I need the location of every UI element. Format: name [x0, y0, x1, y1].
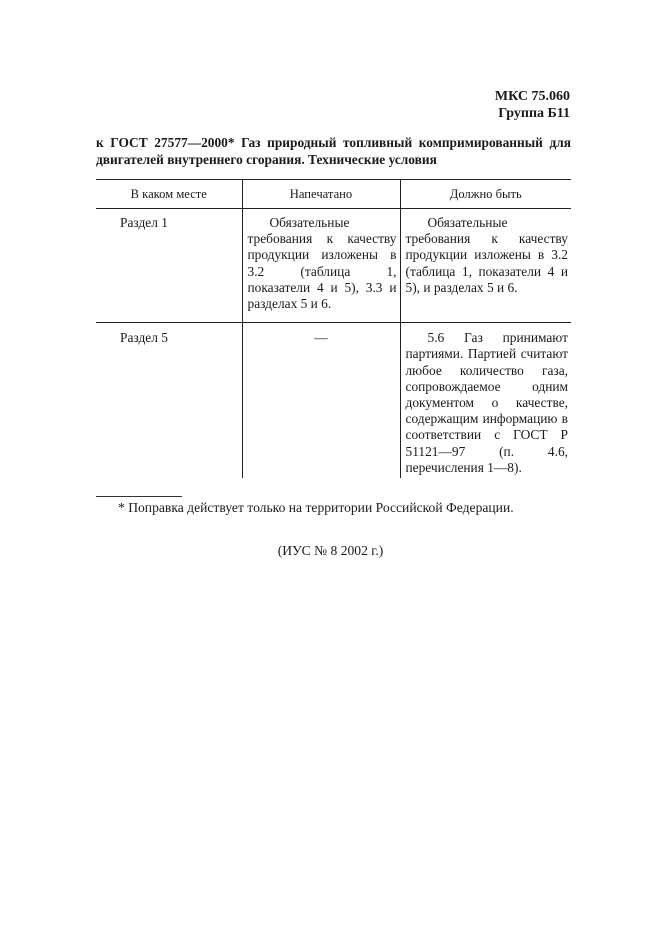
column-header-printed: Напечатано [242, 180, 400, 209]
footnote-divider [96, 496, 182, 497]
cell-should-be-text: Обязательные требования к качеству продукции изложены в 3.2 (таблица 1, показатели 4 и 5), и разделах 5 и 6. [405, 215, 568, 295]
column-header-should-be: Должно быть [400, 180, 571, 209]
cell-should-be-text: 5.6 Газ принимают партиями. Партией считают любое количество газа, сопровождаемое одним документом о качестве, содержащим информацию в соответствии с ГОСТ Р 51121—97 (п. 4.6, перечисления 1—8). [405, 330, 568, 475]
footnote: * Поправка действует только на территории Российской Федерации. [118, 500, 514, 515]
classifier-code: МКС 75.060 [494, 89, 570, 104]
document-header [495, 88, 570, 122]
cell-should-be [400, 323, 571, 478]
cell-printed [242, 209, 400, 323]
amendment-title: к ГОСТ 27577—2000* Газ природный топливный компримированный для двигателей внутреннего сгорания. Технические условия [96, 135, 571, 167]
table-header-row [96, 180, 571, 209]
cell-should-be [400, 209, 571, 323]
cell-printed: — [242, 323, 400, 478]
group-code: Группа Б11 [498, 106, 570, 121]
cell-place: Раздел 1 [96, 209, 242, 323]
column-header-place: В каком месте [96, 180, 242, 209]
cell-place: Раздел 5 [120, 330, 168, 346]
corrections-table [96, 179, 571, 478]
source-reference: (ИУС № 8 2002 г.) [277, 543, 384, 558]
cell-printed-text: Обязательные требования к качеству продукции изложены в 3.2 (таблица 1, показатели 4 и 5), 3.3 и разделах 5 и 6. [247, 215, 397, 312]
table-row [96, 209, 571, 323]
table-row [96, 323, 571, 478]
